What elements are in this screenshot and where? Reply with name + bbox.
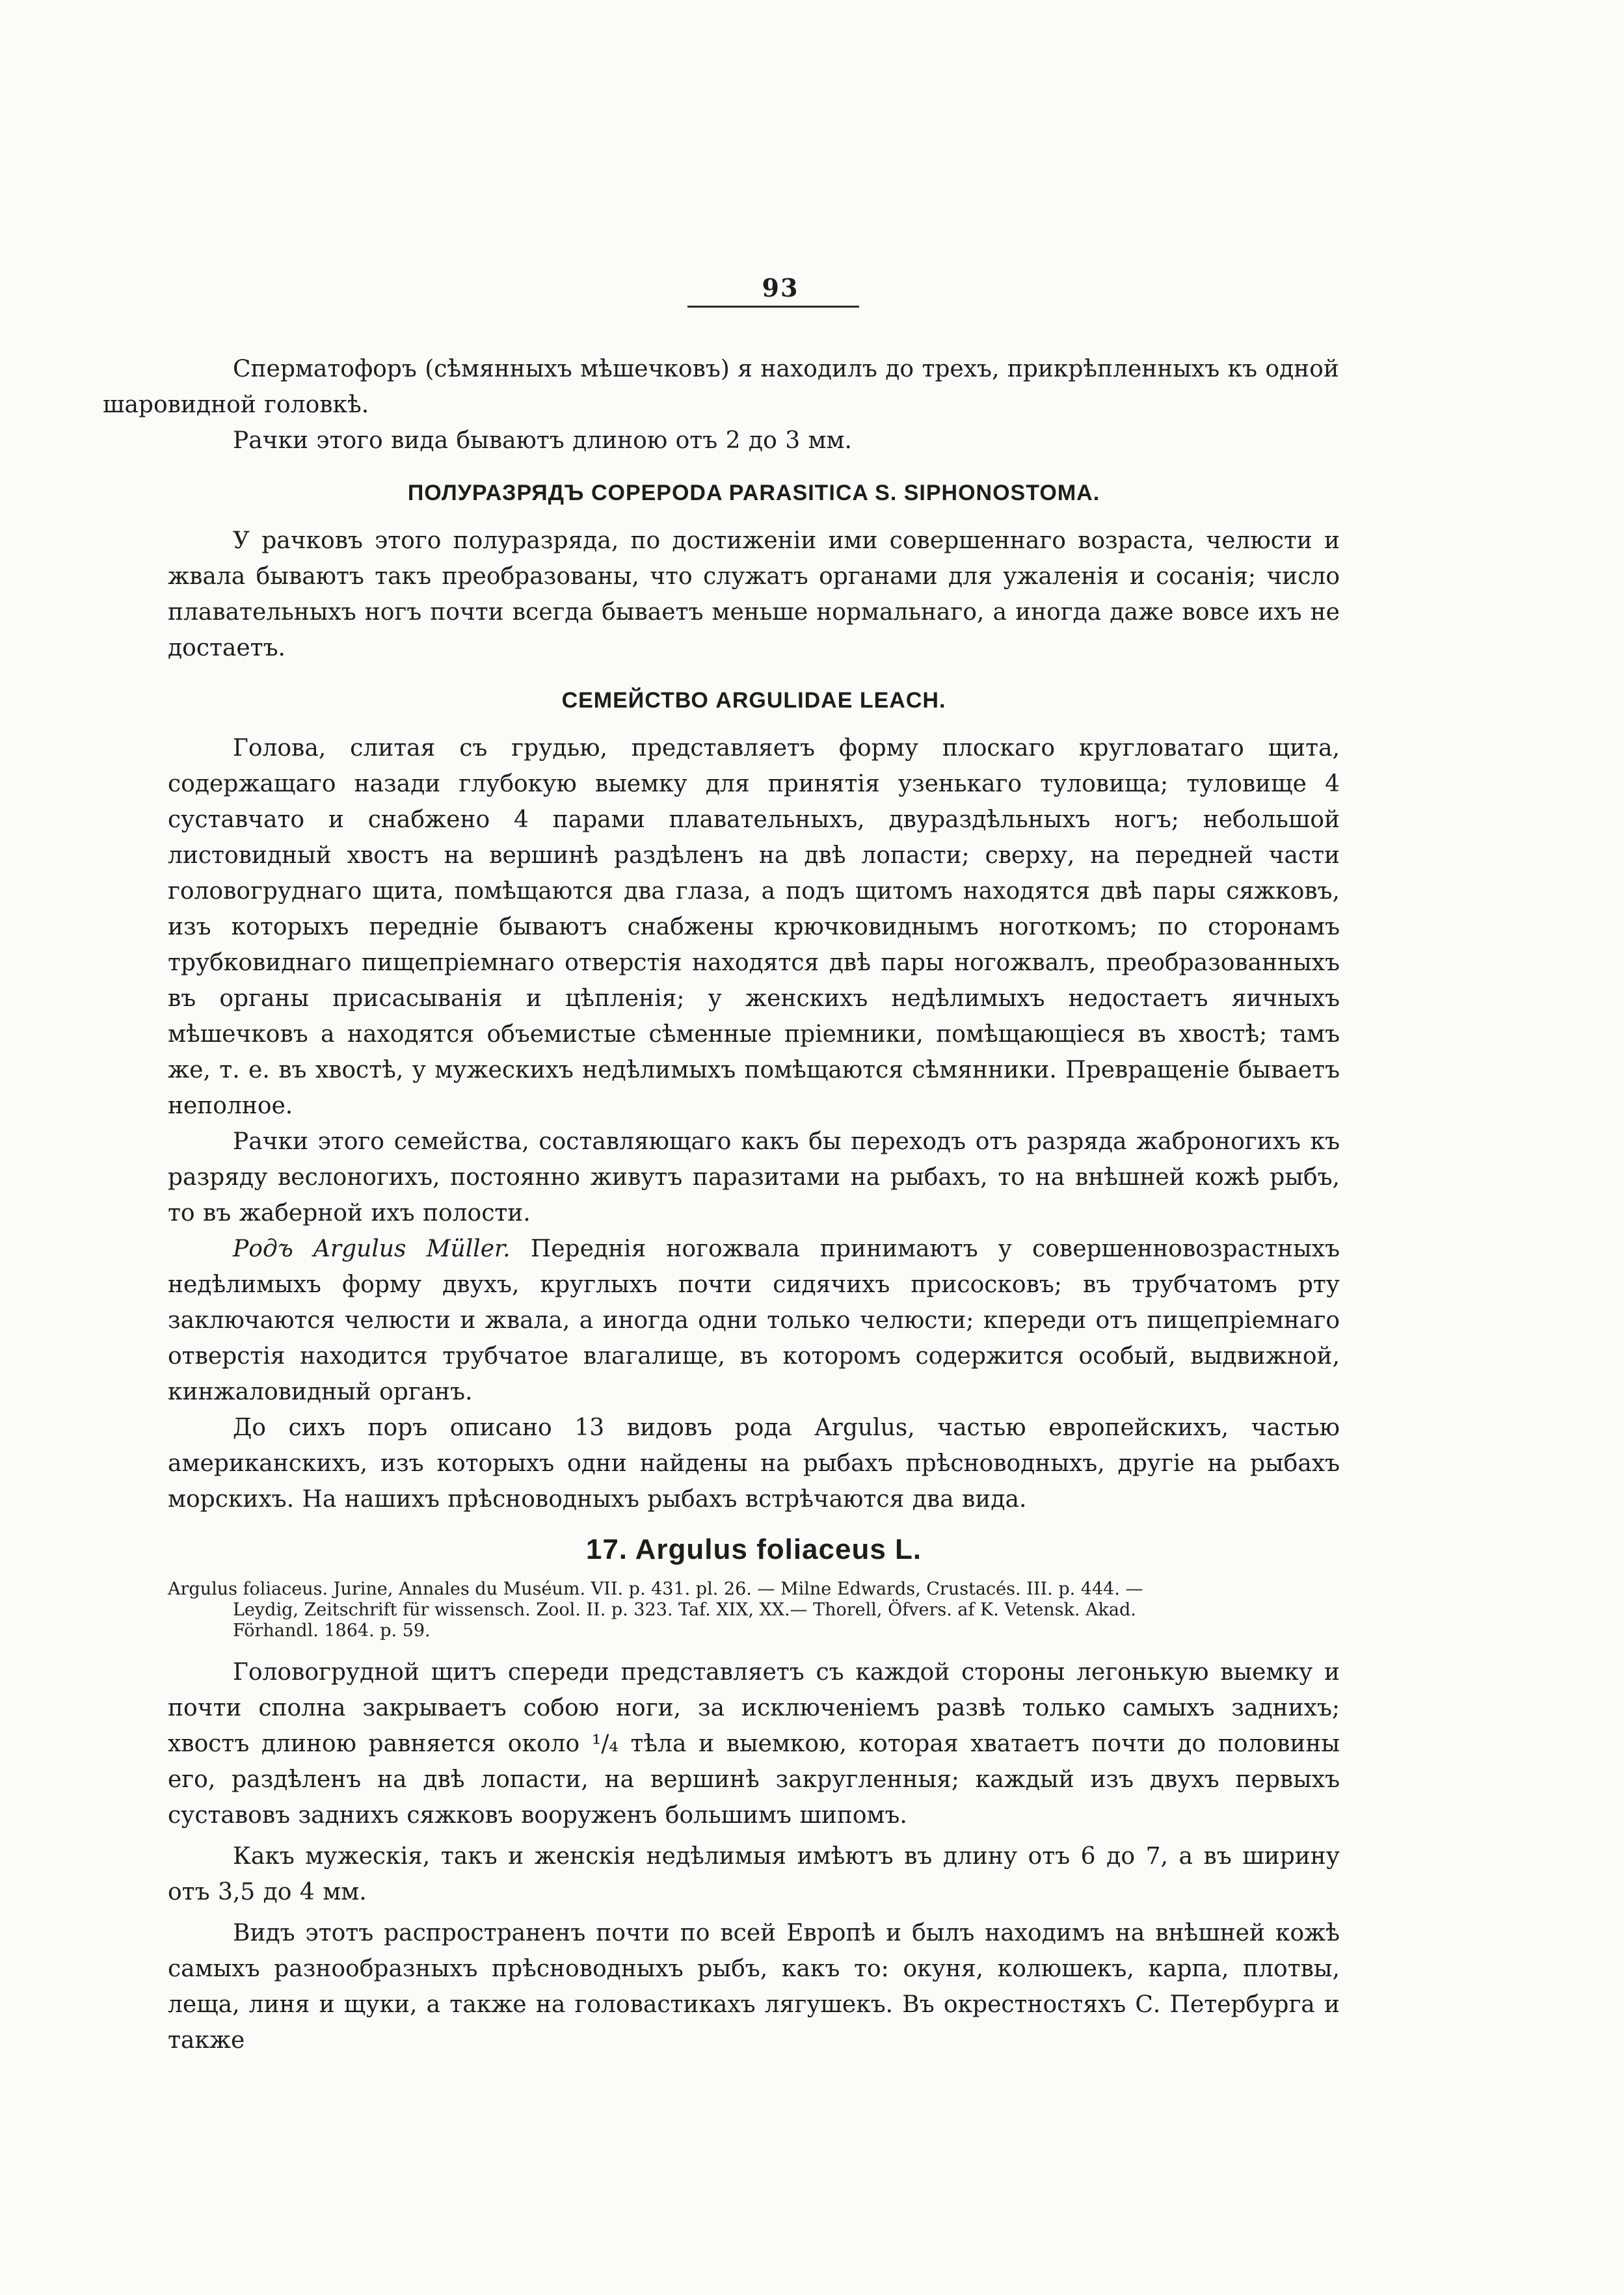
heading-species: 17. Argulus foliaceus L. [585,1533,922,1565]
paragraph-species-distribution: Видъ этотъ распространенъ почти по всей Европѣ и былъ находимъ на внѣшней кожѣ самыхъ разнообразныхъ прѣсноводныхъ рыбъ, какъ то: окуня, колюшекъ, карпа, плотвы, леща, линя и щуки, а также на головастикахъ лягушекъ. Въ окрестностяхъ С. Петербурга и также [168,1920,1340,2054]
references-line1: Argulus foliaceus. Jurine, Annales du Muséum. VII. p. 431. pl. 26. — Milne Edwards, Crustacés. III. p. 444. — [168,1579,1143,1599]
heading-subclass: ПОЛУРАЗРЯДЪ COPEPODA PARASITICA S. SIPHONOSTOMA. [407,481,1100,505]
paragraph-family-description: Голова, слитая съ грудью, представляетъ форму плоскаго кругловатаго щита, содержащаго назади глубокую выемку для принятія узенькаго туловища; туловище 4 суставчато и снабжено 4 парами плавательныхъ, двураздѣльныхъ ногъ; небольшой листовидный хвостъ на вершинѣ раздѣленъ на двѣ лопасти; сверху, на передней части головогруднаго щита, помѣщаются два глаза, а подъ щитомъ находятся двѣ пары сяжковъ, изъ которыхъ передніе бываютъ снабжены крючковиднымъ ноготкомъ; по сторонамъ трубковиднаго пищепріемнаго отверстія находятся двѣ пары ногожвалъ, преобразованныхъ въ органы присасыванія и цѣпленія; у женскихъ недѣлимыхъ недостаетъ яичныхъ мѣшечковъ а находятся объемистые сѣменные пріемники, помѣщающіеся въ хвостѣ; тамъ же, т. е. въ хвостѣ, у мужескихъ недѣлимыхъ помѣщаются сѣмянники. Превращеніе бываетъ неполное. [168,735,1340,1119]
paragraph-species-morphology: Головогрудной щитъ спереди представляетъ съ каждой стороны легонькую выемку и почти сполна закрываетъ собою ноги, за исключеніемъ развѣ только самыхъ заднихъ; хвостъ длиною равняется около ¹/₄ тѣла и выемкою, которая хватаетъ почти до половины его, раздѣленъ на двѣ лопасти, на вершинѣ закругленныя; каждый изъ двухъ первыхъ суставовъ заднихъ сяжковъ вооруженъ большимъ шипомъ. [168,1659,1340,1829]
heading-family: СЕМЕЙСТВО ARGULIDAE LEACH. [561,688,946,713]
paragraph-species-count: До сихъ поръ описано 13 видовъ рода Argulus, частью европейскихъ, частью американскихъ, изъ которыхъ одни найдены на рыбахъ прѣсноводныхъ, другіе на рыбахъ морскихъ. На нашихъ прѣсноводныхъ рыбахъ встрѣчаются два вида. [168,1414,1340,1513]
paragraph-genus [168,1231,1340,1410]
genus-name: Родъ Argulus Müller. [233,1236,511,1262]
paragraph-spermatophore-line1: Сперматофоръ (сѣмянныхъ мѣшечковъ) я находилъ до трехъ, прикрѣпленныхъ къ одной [233,356,1339,382]
page-body [103,351,1340,2058]
references-line3: Förhandl. 1864. p. 59. [233,1621,431,1641]
references-line2: Leydig, Zeitschrift für wissensch. Zool. II. p. 323. Taf. XIX, XX.— Thorell, Öfvers. af K. Vetensk. Akad. [233,1600,1136,1620]
paragraph-species-size: Какъ мужескія, такъ и женскія недѣлимыя имѣютъ въ длину отъ 6 до 7, а въ ширину отъ 3,5 до 4 мм. [168,1843,1340,1905]
paragraph-spermatophore-line2: шаровидной головкѣ. [103,391,369,418]
genus-description: Переднія ногожвала принимаютъ у совершенновозрастныхъ недѣлимыхъ форму двухъ, круглыхъ почти сидячихъ присосковъ; въ трубчатомъ рту заключаются челюсти и жвала, а иногда одни только челюсти; кпереди отъ пищепріемнаго отверстія находится трубчатое влагалище, въ которомъ содержится особый, выдвижной, кинжаловидный органъ. [168,1236,1340,1405]
paragraph-size: Рачки этого вида бываютъ длиною отъ 2 до 3 мм. [233,427,852,454]
paragraph-family-habitat: Рачки этого семейства, составляющаго какъ бы переходъ отъ разряда жаброногихъ къ разряду веслоногихъ, постоянно живутъ паразитами на рыбахъ, то на внѣшней кожѣ рыбъ, то въ жаберной ихъ полости. [168,1128,1340,1227]
paragraph-subclass-description: У рачковъ этого полуразряда, по достиженіи ими совершеннаго возраста, челюсти и жвала бываютъ такъ преобразованы, что служатъ органами для ужаленія и сосанія; число плавательныхъ ногъ почти всегда бываетъ меньше нормальнаго, а иногда даже вовсе ихъ не достаетъ. [168,527,1340,661]
paragraph-spermatophore [103,351,1340,423]
page-number: 93 [762,273,799,302]
species-references [168,1579,1340,1641]
page-number-rule [687,306,859,308]
